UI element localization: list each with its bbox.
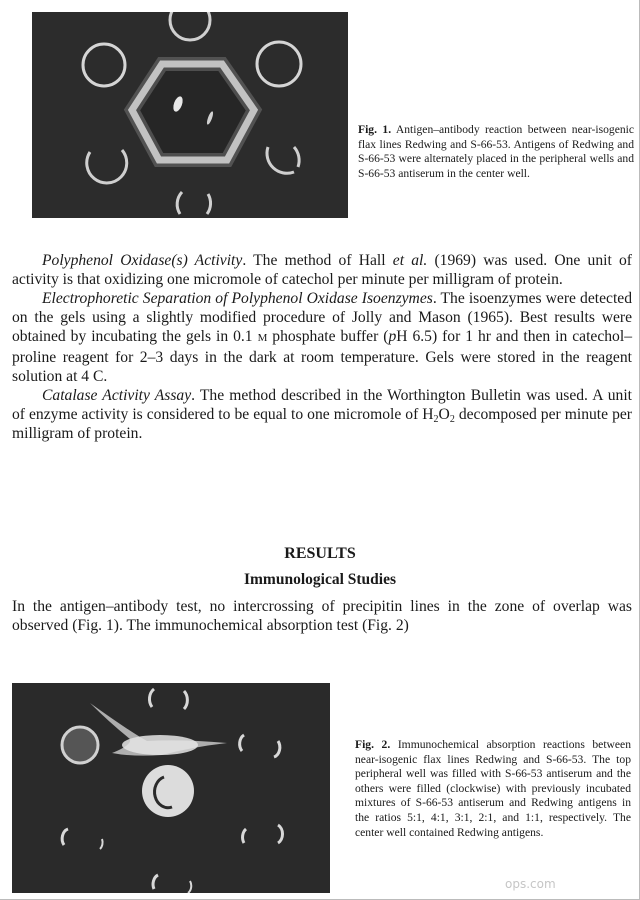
- section-title-polyphenol: Polyphenol Oxidase(s) Activity: [42, 252, 243, 269]
- peripheral-well-upper-left: [62, 727, 98, 763]
- figure-2-gel-plate: [12, 683, 330, 893]
- ph-italic: p: [388, 328, 397, 345]
- figure-1-gel-plate: [32, 12, 348, 218]
- figure-1-caption-label: Fig. 1.: [358, 123, 392, 136]
- subscript: 2: [449, 414, 455, 425]
- section-title-electrophoretic: Electrophoretic Separation of Polyphenol Oxidase Isoenzymes: [42, 290, 433, 307]
- results-paragraph: [12, 597, 632, 635]
- text: H 6.5) for 1 hr and then in catechol–proline reagent for 2–3 days in the dark at room temperature. Gels were stored in the reagent solution at 4 C.: [12, 328, 632, 385]
- results-heading: RESULTS: [284, 545, 356, 562]
- text: phosphate buffer (: [267, 328, 389, 345]
- figure-2-caption: [355, 738, 631, 840]
- text: (1969) was used. One unit of activity is that oxidizing one micromole of catechol per minute per milligram of protein.: [12, 252, 632, 288]
- subscript: 2: [433, 414, 439, 425]
- paragraph-catalase-assay: [12, 386, 632, 443]
- figure-2-caption-text: Immunochemical absorption reactions between near-isogenic flax lines Redwing and S-66-53. The top peripheral well was filled with S-66-53 antiserum and the others were filled (clockwise) with previously incubated mixtures of S-66-53 antiserum and Redwing antigens in the ratios 5:1, 4:1, 3:1, 2:1, and 1:1, respectively. The center well contained Redwing antigens.: [355, 738, 632, 839]
- text: . The method of Hall: [242, 252, 393, 269]
- paragraph-polyphenol-oxidase: [12, 251, 632, 289]
- text: decomposed per minute per milligram of protein.: [12, 406, 632, 442]
- results-text: In the antigen–antibody test, no intercrossing of precipitin lines in the zone of overlap was observed (Fig. 1). The immunochemical absorption test (Fig. 2): [12, 598, 632, 634]
- et-al: et al.: [392, 252, 428, 269]
- paragraph-electrophoretic-separation: [12, 289, 632, 386]
- watermark: ops.com: [505, 877, 556, 891]
- section-title-catalase: Catalase Activity Assay: [42, 387, 192, 404]
- methods-section: [12, 251, 632, 443]
- text: . The method described in the Worthington Bulletin was used. A unit of enzyme activity is considered to be equal to one micromole of H: [12, 387, 632, 423]
- figure-1-image: [32, 12, 348, 218]
- text: . The isoenzymes were detected on the gels using a slightly modified procedure of Jolly and Mason (1965). Best results were obtained by incubating the gels in 0.1: [12, 290, 632, 345]
- molar-unit: M: [257, 332, 268, 344]
- immunological-studies-heading: Immunological Studies: [243, 571, 396, 588]
- figure-2-caption-label: Fig. 2.: [355, 738, 391, 751]
- figure-1-caption: [358, 123, 634, 181]
- figure-2-image: [12, 683, 330, 893]
- figure-1-caption-text: Antigen–antibody reaction between near-isogenic flax lines Redwing and S-66-53. Antigens of Redwing and S-66-53 were alternately placed in the peripheral wells and S-66-53 antiserum in the center well.: [358, 123, 635, 180]
- text: O: [438, 406, 450, 423]
